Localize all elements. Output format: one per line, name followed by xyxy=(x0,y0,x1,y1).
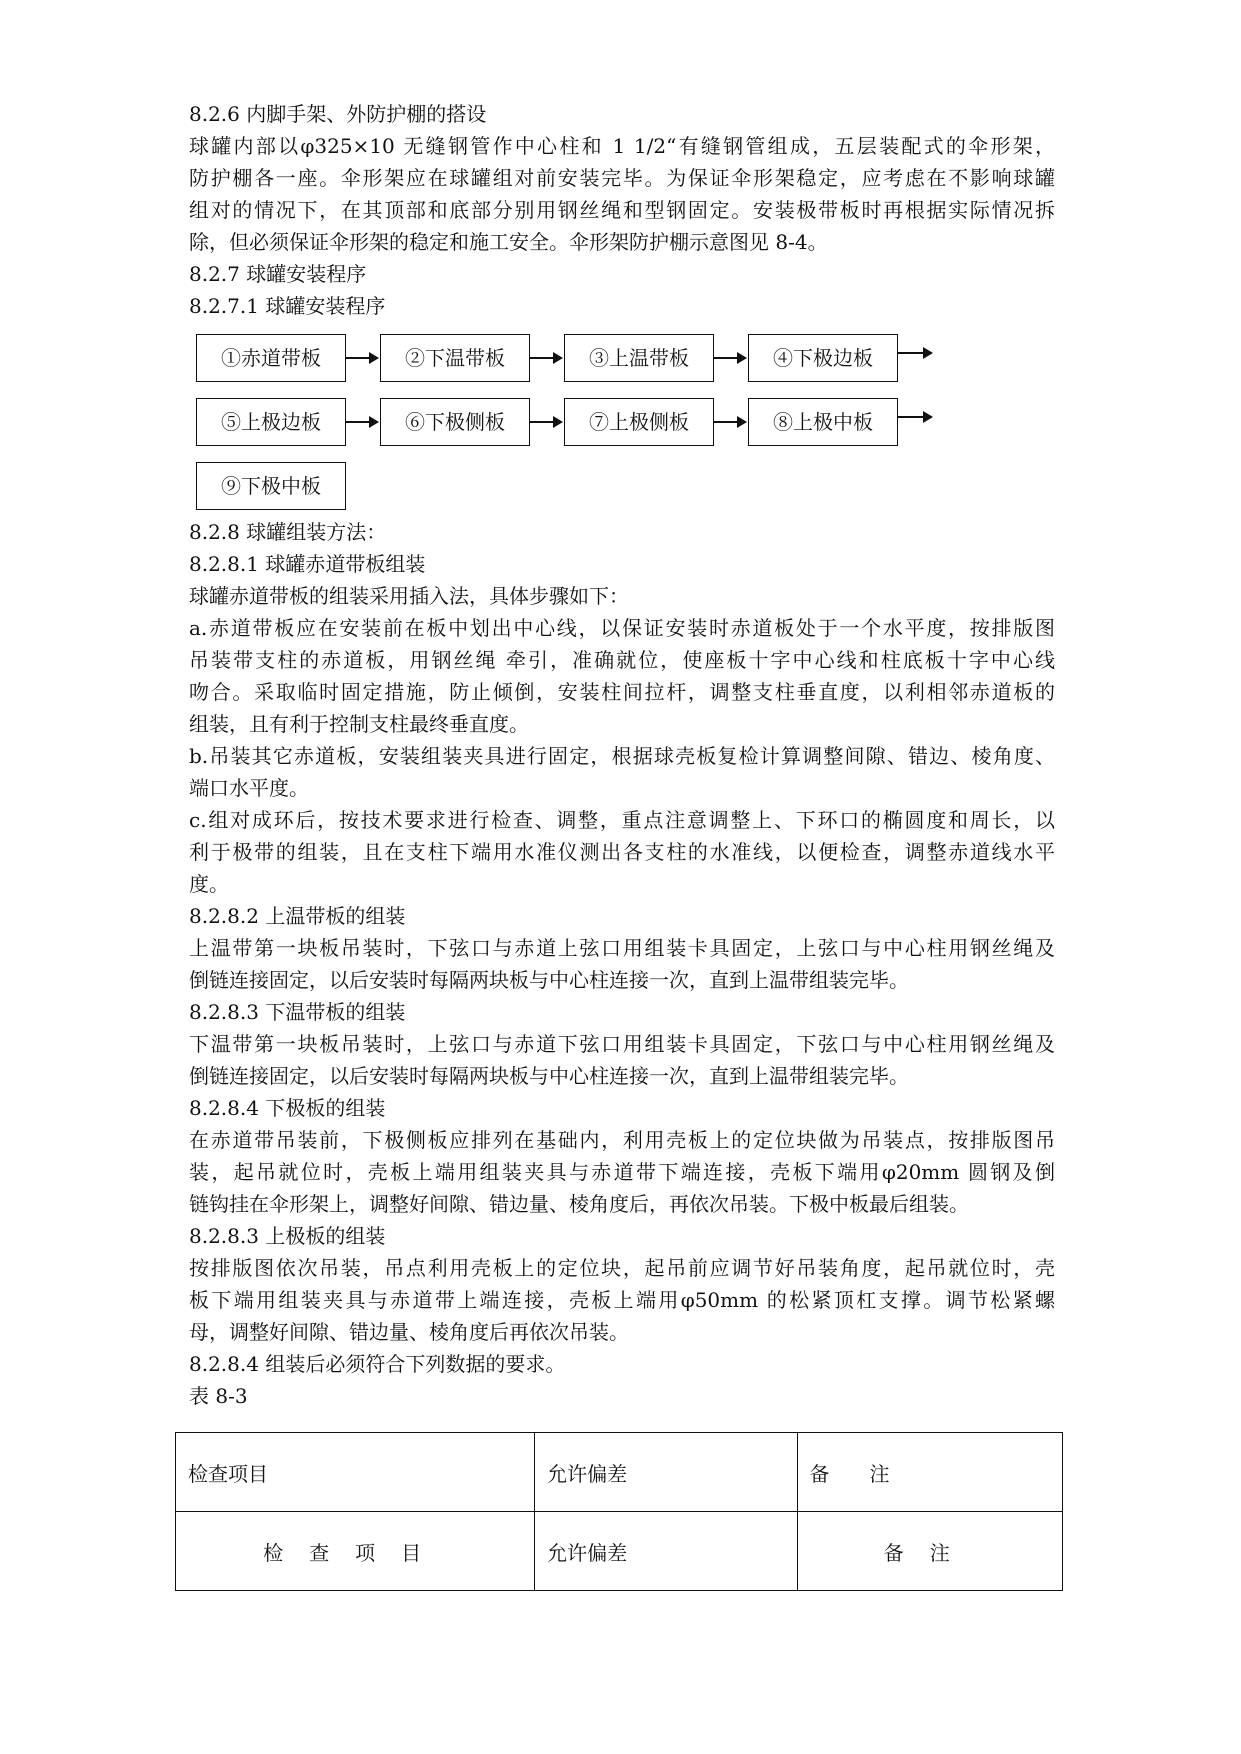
flow-arrow xyxy=(714,421,745,423)
paragraph-line: 除，但必须保证伞形架的稳定和施工安全。伞形架防护棚示意图见 8-4。 xyxy=(189,230,828,254)
table-row xyxy=(176,1433,1063,1512)
paragraph-line: 防护棚各一座。伞形架应在球罐组对前安装完毕。为保证伞形架稳定，应考虑在不影响球罐 xyxy=(189,166,1055,190)
flow-arrow xyxy=(898,416,931,418)
flow-arrow xyxy=(530,421,561,423)
paragraph-line: 在赤道带吊装前，下极侧板应排列在基础内，利用壳板上的定位块做为吊装点，按排版图吊 xyxy=(189,1128,1055,1152)
flow-arrow xyxy=(898,352,931,354)
flow-step-box: ④下极边板 xyxy=(748,334,898,382)
paragraph-line: 下温带第一块板吊装时，上弦口与赤道下弦口用组装卡具固定，下弦口与中心柱用钢丝绳及 xyxy=(189,1032,1055,1056)
flow-step-box: ②下温带板 xyxy=(380,334,530,382)
paragraph-line: c.组对成环后，按技术要求进行检查、调整，重点注意调整上、下环口的椭圆度和周长，以 xyxy=(189,808,1055,832)
flow-arrow xyxy=(346,421,377,423)
paragraph-line: 链钩挂在伞形架上，调整好间隙、错边量、棱角度后，再依次吊装。下极中板最后组装。 xyxy=(189,1192,969,1216)
paragraph-line: 板下端用组装夹具与赤道带上端连接，壳板上端用φ50mm 的松紧顶杠支撑。调节松紧螺 xyxy=(189,1288,1055,1312)
paragraph-line: 装，起吊就位时，壳板上端用组装夹具与赤道带下端连接，壳板下端用φ20mm 圆钢及倒 xyxy=(189,1160,1055,1184)
section-heading-8-2-6: 8.2.6 内脚手架、外防护棚的搭设 xyxy=(189,102,487,126)
flow-step-box: ③上温带板 xyxy=(564,334,714,382)
section-heading-8-2-8-3: 8.2.8.3 下温带板的组装 xyxy=(189,1000,406,1024)
section-heading-8-2-7: 8.2.7 球罐安装程序 xyxy=(189,262,367,286)
paragraph-line: b.吊装其它赤道板，安装组装夹具进行固定，根据球壳板复检计算调整间隙、错边、棱角度、 xyxy=(189,744,1055,768)
paragraph-line: 吻合。采取临时固定措施，防止倾倒，安装柱间拉杆，调整支柱垂直度，以利相邻赤道板的 xyxy=(189,680,1055,704)
paragraph-line: a.赤道带板应在安装前在板中划出中心线，以保证安装时赤道板处于一个水平度，按排版图 xyxy=(189,616,1055,640)
paragraph-line: 吊装带支柱的赤道板，用钢丝绳 牵引，准确就位，使座板十字中心线和柱底板十字中心线 xyxy=(189,648,1055,672)
table-cell: 备 注 xyxy=(797,1433,1062,1512)
section-heading-8-2-7-1: 8.2.7.1 球罐安装程序 xyxy=(189,294,386,318)
paragraph-line: 球罐内部以φ325×10 无缝钢管作中心柱和 1 1/2“有缝钢管组成，五层装配式的伞形架， xyxy=(189,134,1055,158)
flow-arrow xyxy=(346,357,377,359)
table-caption: 表 8-3 xyxy=(189,1384,248,1408)
paragraph-line: 倒链连接固定，以后安装时每隔两块板与中心柱连接一次，直到上温带组装完毕。 xyxy=(189,968,909,992)
paragraph-line: 倒链连接固定，以后安装时每隔两块板与中心柱连接一次，直到上温带组装完毕。 xyxy=(189,1064,909,1088)
paragraph-line: 母，调整好间隙、错边量、棱角度后再依次吊装。 xyxy=(189,1320,629,1344)
flow-step-box: ⑦上极侧板 xyxy=(564,398,714,446)
table-cell: 检查项目 xyxy=(176,1512,535,1591)
flow-step-box: ⑤上极边板 xyxy=(196,398,346,446)
table-cell: 检查项目 xyxy=(176,1433,535,1512)
flow-step-box: ⑨下极中板 xyxy=(196,462,346,510)
table-cell: 允许偏差 xyxy=(535,1512,797,1591)
section-heading-8-2-8-4: 8.2.8.4 下极板的组装 xyxy=(189,1096,386,1120)
flow-arrow xyxy=(530,357,561,359)
flow-step-box: ⑧上极中板 xyxy=(748,398,898,446)
table-cell: 备注 xyxy=(797,1512,1062,1591)
section-heading-8-2-8: 8.2.8 球罐组装方法： xyxy=(189,520,387,544)
table-row xyxy=(176,1512,1063,1591)
paragraph-line: 端口水平度。 xyxy=(189,776,309,800)
section-heading-8-2-8-2: 8.2.8.2 上温带板的组装 xyxy=(189,904,406,928)
paragraph-line: 组装，且有利于控制支柱最终垂直度。 xyxy=(189,712,529,736)
section-heading-8-2-8-1: 8.2.8.1 球罐赤道带板组装 xyxy=(189,552,426,576)
paragraph-line: 上温带第一块板吊装时，下弦口与赤道上弦口用组装卡具固定，上弦口与中心柱用钢丝绳及 xyxy=(189,936,1055,960)
paragraph-line: 度。 xyxy=(189,872,229,896)
section-heading-8-2-8-3-b: 8.2.8.3 上极板的组装 xyxy=(189,1224,386,1248)
section-heading-8-2-8-4-b: 8.2.8.4 组装后必须符合下列数据的要求。 xyxy=(189,1352,566,1376)
flow-step-box: ①赤道带板 xyxy=(196,334,346,382)
paragraph-line: 利于极带的组装，且在支柱下端用水准仪测出各支柱的水准线，以便检查，调整赤道线水平 xyxy=(189,840,1055,864)
paragraph-line: 组对的情况下，在其顶部和底部分别用钢丝绳和型钢固定。安装极带板时再根据实际情况拆 xyxy=(189,198,1055,222)
flow-arrow xyxy=(714,357,745,359)
paragraph-line: 球罐赤道带板的组装采用插入法，具体步骤如下： xyxy=(189,584,629,608)
table-cell: 允许偏差 xyxy=(535,1433,797,1512)
paragraph-line: 按排版图依次吊装，吊点利用壳板上的定位块，起吊前应调节好吊装角度，起吊就位时，壳 xyxy=(189,1256,1055,1280)
flow-step-box: ⑥下极侧板 xyxy=(380,398,530,446)
requirements-table xyxy=(175,1432,1063,1591)
